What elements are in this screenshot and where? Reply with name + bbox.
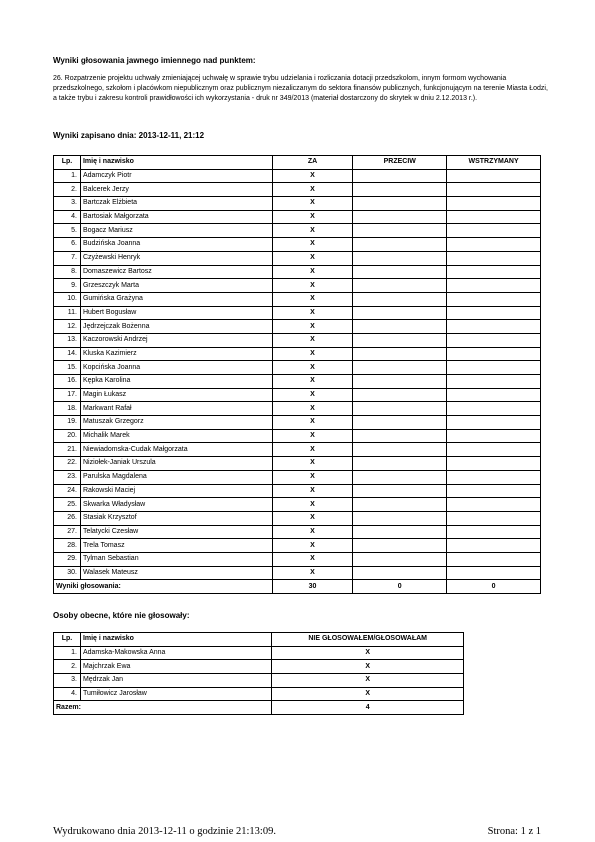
row-number: 27. [54, 525, 81, 539]
vote-przeciw [353, 443, 447, 457]
vote-przeciw [353, 320, 447, 334]
column-header-za: ZA [272, 156, 353, 170]
table-row [54, 443, 541, 457]
vote-wstrzymany [447, 238, 541, 252]
table-row [54, 183, 541, 197]
table-row [54, 660, 464, 674]
councillor-name: Domaszewicz Bartosz [80, 265, 272, 279]
vote-wstrzymany [447, 402, 541, 416]
councillor-name: Walasek Mateusz [80, 566, 272, 580]
summary-przeciw: 0 [353, 580, 447, 594]
row-number: 17. [54, 388, 81, 402]
vote-przeciw [353, 566, 447, 580]
vote-za: X [272, 388, 353, 402]
vote-wstrzymany [447, 224, 541, 238]
row-number: 2. [54, 660, 81, 674]
vote-wstrzymany [447, 279, 541, 293]
vote-przeciw [353, 484, 447, 498]
councillor-name: Matuszak Grzegorz [80, 416, 272, 430]
not-voted-mark: X [272, 674, 464, 688]
vote-za: X [272, 197, 353, 211]
table-row [54, 375, 541, 389]
vote-przeciw [353, 511, 447, 525]
vote-za: X [272, 183, 353, 197]
vote-wstrzymany [447, 169, 541, 183]
row-number: 3. [54, 674, 81, 688]
vote-przeciw [353, 197, 447, 211]
councillor-name: Hubert Bogusław [80, 306, 272, 320]
councillor-name: Grzeszczyk Marta [80, 279, 272, 293]
vote-przeciw [353, 169, 447, 183]
vote-za: X [272, 484, 353, 498]
votes-summary-row [54, 580, 541, 594]
table-row [54, 320, 541, 334]
table-row [54, 511, 541, 525]
councillor-name: Trela Tomasz [80, 539, 272, 553]
vote-wstrzymany [447, 251, 541, 265]
row-number: 14. [54, 347, 81, 361]
vote-za: X [272, 457, 353, 471]
absent-table [53, 632, 464, 715]
vote-za: X [272, 470, 353, 484]
vote-za: X [272, 566, 353, 580]
vote-za: X [272, 320, 353, 334]
vote-przeciw [353, 333, 447, 347]
row-number: 16. [54, 375, 81, 389]
votes-table-header [54, 156, 541, 170]
table-row [54, 457, 541, 471]
vote-wstrzymany [447, 265, 541, 279]
vote-przeciw [353, 279, 447, 293]
vote-przeciw [353, 416, 447, 430]
row-number: 21. [54, 443, 81, 457]
row-number: 18. [54, 402, 81, 416]
table-row [54, 238, 541, 252]
councillor-name: Kępka Karolina [80, 375, 272, 389]
vote-wstrzymany [447, 511, 541, 525]
vote-za: X [272, 375, 353, 389]
councillor-name: Telatycki Czesław [80, 525, 272, 539]
row-number: 1. [54, 646, 81, 660]
vote-przeciw [353, 552, 447, 566]
row-number: 30. [54, 566, 81, 580]
row-number: 4. [54, 687, 81, 701]
vote-wstrzymany [447, 429, 541, 443]
table-row [54, 687, 464, 701]
vote-za: X [272, 361, 353, 375]
table-row [54, 333, 541, 347]
table-row [54, 169, 541, 183]
councillor-name: Bartosiak Małgorzata [80, 210, 272, 224]
vote-heading: Wyniki głosowania jawnego imiennego nad punktem: [53, 56, 256, 65]
column-header-not-voted: NIE GŁOSOWAŁEM/GŁOSOWAŁAM [272, 633, 464, 647]
column-header-lp: Lp. [54, 156, 81, 170]
vote-wstrzymany [447, 197, 541, 211]
table-row [54, 210, 541, 224]
row-number: 23. [54, 470, 81, 484]
row-number: 2. [54, 183, 81, 197]
vote-wstrzymany [447, 498, 541, 512]
vote-wstrzymany [447, 347, 541, 361]
table-row [54, 552, 541, 566]
vote-wstrzymany [447, 539, 541, 553]
councillor-name: Niewiadomska-Cudak Małgorzata [80, 443, 272, 457]
table-row [54, 484, 541, 498]
vote-wstrzymany [447, 443, 541, 457]
table-row [54, 265, 541, 279]
councillor-name: Balcerek Jerzy [80, 183, 272, 197]
column-header-przeciw: PRZECIW [353, 156, 447, 170]
table-row [54, 197, 541, 211]
vote-za: X [272, 265, 353, 279]
not-voted-mark: X [272, 687, 464, 701]
agenda-item-description: 26. Rozpatrzenie projektu uchwały zmieniającej uchwałę w sprawie trybu udzielania i rozliczania dotacji przedszkolom, innym formom wychowania przedszkolnego, szkołom i placówkom niepublicznym oraz publicznym niezaliczanym do sektora finansów publicznych, funkcjonującym na terenie Miasta Łodzi, a także trybu i zakresu kontroli prawidłowości ich wykorzystania - druk nr 349/2013 (materiał dostarczony do skrytek w dniu 2.12.2013 r.). [53, 75, 548, 103]
not-voted-mark: X [272, 660, 464, 674]
councillor-name: Gumińska Grażyna [80, 292, 272, 306]
vote-za: X [272, 416, 353, 430]
vote-przeciw [353, 347, 447, 361]
summary-label: Wyniki głosowania: [54, 580, 273, 594]
row-number: 6. [54, 238, 81, 252]
table-row [54, 224, 541, 238]
row-number: 20. [54, 429, 81, 443]
row-number: 13. [54, 333, 81, 347]
printed-timestamp: Wydrukowano dnia 2013-12-11 o godzinie 21:13:09. [53, 826, 276, 837]
summary-wstrzymany: 0 [447, 580, 541, 594]
vote-wstrzymany [447, 306, 541, 320]
vote-za: X [272, 306, 353, 320]
vote-za: X [272, 251, 353, 265]
row-number: 28. [54, 539, 81, 553]
vote-wstrzymany [447, 457, 541, 471]
vote-wstrzymany [447, 552, 541, 566]
vote-za: X [272, 238, 353, 252]
vote-za: X [272, 511, 353, 525]
vote-przeciw [353, 292, 447, 306]
vote-wstrzymany [447, 210, 541, 224]
row-number: 15. [54, 361, 81, 375]
row-number: 24. [54, 484, 81, 498]
vote-przeciw [353, 498, 447, 512]
vote-za: X [272, 525, 353, 539]
table-row [54, 279, 541, 293]
vote-przeciw [353, 238, 447, 252]
vote-przeciw [353, 470, 447, 484]
votes-table [53, 155, 541, 594]
table-row [54, 251, 541, 265]
vote-wstrzymany [447, 566, 541, 580]
table-row [54, 361, 541, 375]
vote-przeciw [353, 251, 447, 265]
vote-za: X [272, 210, 353, 224]
vote-wstrzymany [447, 388, 541, 402]
row-number: 29. [54, 552, 81, 566]
councillor-name: Tumiłowicz Jarosław [80, 687, 271, 701]
vote-wstrzymany [447, 416, 541, 430]
councillor-name: Parulska Magdalena [80, 470, 272, 484]
table-row [54, 292, 541, 306]
councillor-name: Bogacz Mariusz [80, 224, 272, 238]
vote-wstrzymany [447, 484, 541, 498]
vote-przeciw [353, 429, 447, 443]
councillor-name: Tylman Sebastian [80, 552, 272, 566]
summary-za: 30 [272, 580, 353, 594]
table-row [54, 674, 464, 688]
vote-za: X [272, 333, 353, 347]
vote-wstrzymany [447, 183, 541, 197]
councillor-name: Markwant Rafał [80, 402, 272, 416]
table-row [54, 416, 541, 430]
row-number: 3. [54, 197, 81, 211]
vote-przeciw [353, 183, 447, 197]
vote-wstrzymany [447, 320, 541, 334]
row-number: 4. [54, 210, 81, 224]
row-number: 7. [54, 251, 81, 265]
councillor-name: Niziołek-Janiak Urszula [80, 457, 272, 471]
councillor-name: Mędrzak Jan [80, 674, 271, 688]
absent-heading: Osoby obecne, które nie głosowały: [53, 611, 190, 620]
vote-za: X [272, 498, 353, 512]
row-number: 5. [54, 224, 81, 238]
vote-przeciw [353, 539, 447, 553]
vote-przeciw [353, 306, 447, 320]
row-number: 10. [54, 292, 81, 306]
vote-przeciw [353, 265, 447, 279]
councillor-name: Magin Łukasz [80, 388, 272, 402]
summary-total: 4 [272, 701, 464, 715]
vote-wstrzymany [447, 361, 541, 375]
vote-wstrzymany [447, 525, 541, 539]
vote-za: X [272, 443, 353, 457]
table-row [54, 539, 541, 553]
row-number: 9. [54, 279, 81, 293]
row-number: 8. [54, 265, 81, 279]
vote-wstrzymany [447, 375, 541, 389]
vote-za: X [272, 429, 353, 443]
vote-za: X [272, 279, 353, 293]
column-header-lp: Lp. [54, 633, 81, 647]
vote-przeciw [353, 224, 447, 238]
row-number: 26. [54, 511, 81, 525]
councillor-name: Kaczorowski Andrzej [80, 333, 272, 347]
page-number: Strona: 1 z 1 [487, 826, 541, 837]
vote-za: X [272, 402, 353, 416]
row-number: 12. [54, 320, 81, 334]
vote-wstrzymany [447, 292, 541, 306]
vote-przeciw [353, 210, 447, 224]
vote-przeciw [353, 525, 447, 539]
table-row [54, 388, 541, 402]
table-row [54, 429, 541, 443]
vote-przeciw [353, 402, 447, 416]
councillor-name: Kluska Kazimierz [80, 347, 272, 361]
summary-label: Razem: [54, 701, 272, 715]
councillor-name: Kopcińska Joanna [80, 361, 272, 375]
table-row [54, 470, 541, 484]
councillor-name: Stasiak Krzysztof [80, 511, 272, 525]
councillor-name: Budzińska Joanna [80, 238, 272, 252]
vote-wstrzymany [447, 470, 541, 484]
councillor-name: Majchrzak Ewa [80, 660, 271, 674]
table-row [54, 525, 541, 539]
vote-przeciw [353, 361, 447, 375]
vote-przeciw [353, 375, 447, 389]
recorded-timestamp: Wyniki zapisano dnia: 2013-12-11, 21:12 [53, 131, 205, 140]
table-row [54, 498, 541, 512]
row-number: 19. [54, 416, 81, 430]
row-number: 11. [54, 306, 81, 320]
table-row [54, 306, 541, 320]
table-row [54, 402, 541, 416]
vote-za: X [272, 169, 353, 183]
not-voted-mark: X [272, 646, 464, 660]
councillor-name: Michalik Marek [80, 429, 272, 443]
table-row [54, 566, 541, 580]
councillor-name: Skwarka Władysław [80, 498, 272, 512]
vote-przeciw [353, 388, 447, 402]
councillor-name: Bartczak Elżbieta [80, 197, 272, 211]
table-row [54, 347, 541, 361]
column-header-name: Imię i nazwisko [80, 633, 271, 647]
row-number: 22. [54, 457, 81, 471]
vote-za: X [272, 224, 353, 238]
vote-przeciw [353, 457, 447, 471]
councillor-name: Adamczyk Piotr [80, 169, 272, 183]
councillor-name: Adamska-Makowska Anna [80, 646, 271, 660]
vote-za: X [272, 292, 353, 306]
vote-wstrzymany [447, 333, 541, 347]
councillor-name: Jędrzejczak Bożenna [80, 320, 272, 334]
row-number: 1. [54, 169, 81, 183]
absent-table-header [54, 633, 464, 647]
column-header-wstrzymany: WSTRZYMANY [447, 156, 541, 170]
absent-summary-row [54, 701, 464, 715]
councillor-name: Rakowski Maciej [80, 484, 272, 498]
vote-za: X [272, 552, 353, 566]
councillor-name: Czyżewski Henryk [80, 251, 272, 265]
vote-za: X [272, 539, 353, 553]
column-header-name: Imię i nazwisko [80, 156, 272, 170]
table-row [54, 646, 464, 660]
vote-za: X [272, 347, 353, 361]
row-number: 25. [54, 498, 81, 512]
